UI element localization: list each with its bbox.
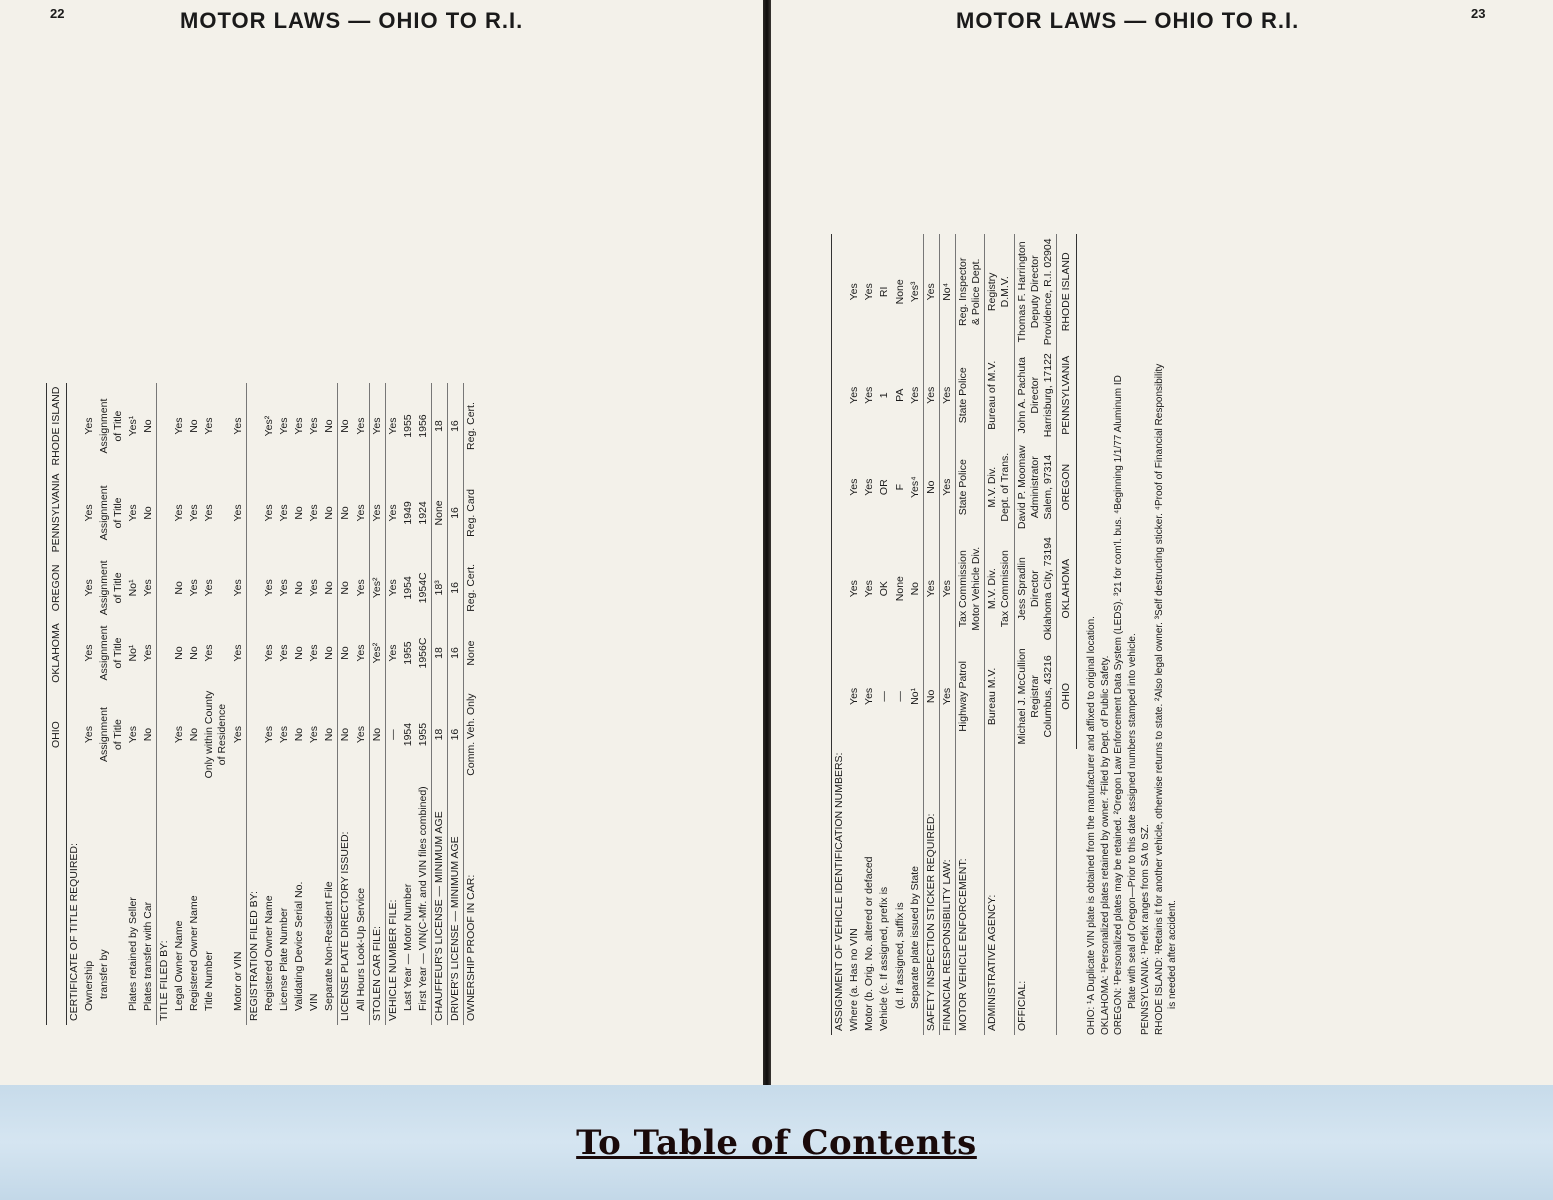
row-label: Title Number (203, 951, 216, 1011)
row-label: REGISTRATION FILED BY: (246, 782, 262, 1025)
footer-column-oregon: OREGON (1056, 441, 1076, 533)
table-row (1014, 234, 1056, 1035)
cell-rhode-island: 18 (432, 383, 448, 470)
row-label: License Plate Number (277, 907, 290, 1011)
cell-ohio: No¹ (908, 687, 921, 705)
table-row (448, 383, 464, 1025)
cell-oklahoma: Yes (354, 644, 367, 662)
cell-oklahoma: No¹ (126, 644, 139, 662)
row-label: Motor or VIN (231, 951, 244, 1011)
table-row (939, 234, 955, 1035)
footnote-line: OKLAHOMA: ¹Personalized plates retained by owner. ²Filed by Dept. of Public Safety. (1099, 655, 1111, 1035)
cell-pennsylvania: None (432, 469, 448, 556)
cell-pennsylvania: Yes (369, 469, 385, 556)
column-header-rhode-island: RHODE ISLAND (47, 383, 67, 470)
table-row (832, 234, 848, 1035)
cell-pennsylvania: Yes (863, 386, 876, 404)
cell-ohio: Highway Patrol (956, 644, 985, 748)
cell-oklahoma: No (908, 581, 921, 596)
cell-oregon: State Police (956, 441, 985, 533)
page-number: 22 (50, 6, 65, 21)
row-label: STOLEN CAR FILE: (369, 782, 385, 1025)
right-page (771, 0, 1553, 1085)
cell-oklahoma: 1956C (417, 637, 429, 669)
cell-rhode-island: RI (878, 286, 891, 298)
cell-oklahoma: Yes² (369, 619, 385, 687)
row-label: transfer by (98, 949, 111, 999)
cell-oklahoma: Yes (83, 644, 96, 662)
cell-pennsylvania: 1 (878, 392, 891, 399)
cell-pennsylvania: 1949 (401, 501, 414, 525)
cell-rhode-island: 1956 (417, 414, 429, 438)
page-title-right: MOTOR LAWS — OHIO TO R.I. (956, 8, 1300, 33)
row-label: Legal Owner Name (173, 920, 185, 1011)
cell-oregon: 1954 (401, 576, 414, 600)
cell-oregon: No (323, 581, 336, 595)
cell-oregon: Yes (203, 579, 216, 597)
table-row (385, 383, 401, 1025)
cell-oklahoma: M.V. Div. Tax Commission (985, 533, 1014, 644)
row-label: All Hours Look-Up Service (354, 887, 367, 1011)
cell-rhode-island: Yes² (262, 415, 275, 437)
cell-pennsylvania: Bureau of M.V. (985, 349, 1014, 441)
footer-column-oklahoma: OKLAHOMA (1056, 533, 1076, 644)
cell-oregon (246, 556, 262, 619)
cell-rhode-island: Yes (354, 417, 367, 435)
table-row (262, 383, 277, 1025)
cell-rhode-island: Yes (231, 417, 244, 435)
table-row (307, 383, 322, 1025)
cell-rhode-island: Yes (173, 417, 185, 435)
row-label: Registered Owner Name (188, 895, 201, 1011)
footer-column-ohio: OHIO (1056, 644, 1076, 748)
cell-oklahoma: Yes (923, 533, 939, 644)
cell-oregon: Yes (83, 579, 96, 597)
cell-pennsylvania: 1924 (417, 501, 429, 525)
table-row (847, 234, 862, 1035)
cell-ohio: Yes (126, 726, 139, 744)
cell-pennsylvania: No (323, 506, 336, 520)
cell-oregon: No (338, 556, 354, 619)
cell-pennsylvania: Yes (188, 504, 201, 522)
cell-rhode-island: Thomas F. Harrington Deputy Director Providence, R.I. 02904 (1014, 234, 1056, 349)
cell-oregon: Yes (141, 579, 154, 597)
cell-oklahoma (832, 533, 848, 644)
motor-laws-table-left (46, 383, 480, 1025)
table-row (141, 383, 157, 1025)
cell-rhode-island: Yes¹ (126, 415, 139, 437)
cell-oregon (67, 556, 83, 619)
cell-pennsylvania: Yes (848, 386, 861, 404)
cell-rhode-island: Yes (277, 417, 290, 435)
table-row (401, 383, 416, 1025)
cell-oregon: No (173, 581, 185, 595)
cell-oregon: Yes² (369, 556, 385, 619)
cell-ohio: — (878, 691, 891, 702)
cell-oklahoma: Yes (277, 644, 290, 662)
table-row (877, 234, 892, 1035)
cell-oklahoma: No (188, 646, 201, 660)
cell-oregon: OR (878, 479, 891, 496)
table-row (432, 383, 448, 1025)
left-page (0, 0, 763, 1085)
cell-pennsylvania: Yes (262, 504, 275, 522)
cell-ohio: Yes (231, 726, 244, 744)
cell-oregon: F (893, 484, 906, 491)
column-header-oklahoma: OKLAHOMA (47, 619, 67, 687)
cell-oregon: M.V. Div. Dept. of Trans. (985, 441, 1014, 533)
cell-oklahoma: No (293, 646, 305, 660)
motor-laws-table-right (831, 234, 1077, 1035)
cell-ohio: Only within County of Residence (203, 690, 229, 779)
cell-pennsylvania: Yes (231, 504, 244, 522)
cell-ohio: No (141, 727, 154, 742)
row-label: Validating Device Serial No. (293, 881, 305, 1011)
row-label: Vehicle (c. If assigned, prefix is (878, 886, 891, 1031)
row-label: Motor (b. Orig. No. altered or defaced (863, 856, 876, 1031)
cell-pennsylvania (156, 469, 172, 556)
cell-oregon (156, 556, 172, 619)
table-row (862, 234, 877, 1035)
table-row (231, 383, 247, 1025)
cell-oregon: Yes (863, 478, 876, 496)
cell-ohio: No (293, 727, 305, 742)
cell-oklahoma: Yes (939, 533, 955, 644)
cell-pennsylvania: Reg. Card (464, 469, 480, 556)
cell-ohio: — (893, 691, 906, 702)
cell-rhode-island: No (141, 419, 154, 433)
cell-ohio: No (923, 644, 939, 748)
cell-ohio: Bureau M.V. (985, 644, 1014, 748)
cell-rhode-island: No (188, 419, 201, 433)
page-number-right: 23 (1471, 6, 1486, 21)
cell-rhode-island: No⁴ (939, 234, 955, 349)
row-label: First Year — VIN(C-Mfr. and VIN files combined) (417, 786, 429, 1011)
cell-ohio: Michael J. McCullion Registrar Columbus, 43216 (1014, 644, 1056, 748)
table-row (338, 383, 354, 1025)
cell-oregon: 1954C (417, 572, 429, 604)
row-label: MOTOR VEHICLE ENFORCEMENT: (956, 749, 985, 1035)
cell-oklahoma (156, 619, 172, 687)
cell-ohio (67, 687, 83, 783)
row-label: ADMINISTRATIVE AGENCY: (985, 749, 1014, 1035)
cell-rhode-island: Registry D.M.V. (985, 234, 1014, 349)
cell-pennsylvania: No (338, 469, 354, 556)
cell-oklahoma: Yes (863, 580, 876, 598)
row-label: VIN (308, 993, 321, 1011)
cell-pennsylvania: John A. Pachuta Director Harrisburg, 17122 (1014, 349, 1056, 441)
row-label: DRIVER'S LICENSE — MINIMUM AGE (448, 782, 464, 1025)
cell-oklahoma: Yes (203, 644, 216, 662)
cell-oregon: Yes (848, 478, 861, 496)
cell-ohio: 1954 (401, 722, 414, 747)
cell-ohio: No (188, 727, 201, 742)
cell-oregon: No (923, 441, 939, 533)
cell-rhode-island: Yes (923, 234, 939, 349)
table-row (464, 383, 480, 1025)
row-label: SAFETY INSPECTION STICKER REQUIRED: (923, 749, 939, 1035)
row-label: Separate plate issued by State (908, 865, 921, 1009)
cell-oklahoma: None (464, 619, 480, 687)
cell-oklahoma: None (893, 576, 906, 602)
footnote-line: RHODE ISLAND: ¹Retains it for another vehicle, otherwise returns to state. ²Also legal owner. ³Self destructing sticker. ⁴Proof of Financial Responsibility (1153, 363, 1165, 1035)
cell-oregon: Yes (262, 579, 275, 597)
cell-oklahoma (246, 619, 262, 687)
cell-rhode-island: Assignment of Title (98, 398, 124, 454)
footnote-line: OHIO: ¹A Duplicate VIN plate is obtained from the manufacturer and affixed to original location. (1086, 616, 1097, 1035)
cell-rhode-island: None (893, 279, 906, 305)
cell-ohio: 1955 (417, 722, 429, 747)
row-label: Plates retained by Seller (126, 897, 139, 1011)
table-row (187, 383, 202, 1025)
cell-pennsylvania: Yes (939, 349, 955, 441)
cell-oklahoma: Yes (231, 644, 244, 662)
cell-oklahoma: No (173, 646, 185, 660)
cell-ohio (246, 687, 262, 783)
cell-ohio: Yes (863, 687, 876, 705)
cell-oklahoma: Yes (308, 644, 321, 662)
cell-ohio: Yes (354, 726, 367, 744)
cell-pennsylvania: PA (893, 388, 906, 402)
cell-rhode-island (156, 383, 172, 470)
cell-oklahoma: No (323, 646, 336, 660)
cell-ohio: Yes (848, 687, 861, 705)
cell-rhode-island: Yes (83, 417, 96, 435)
cell-oklahoma: 16 (448, 619, 464, 687)
cell-oklahoma: 1955 (401, 641, 414, 665)
cell-pennsylvania: Yes (173, 504, 185, 522)
cell-oklahoma: No (338, 619, 354, 687)
table-row (292, 383, 307, 1025)
cell-ohio (832, 644, 848, 748)
cell-oregon: 18³ (432, 556, 448, 619)
cell-pennsylvania: Yes (923, 349, 939, 441)
cell-rhode-island: Yes (863, 283, 876, 301)
cell-pennsylvania (246, 469, 262, 556)
row-label: ASSIGNMENT OF VEHICLE IDENTIFICATION NUMBERS: (832, 749, 848, 1035)
row-label: LICENSE PLATE DIRECTORY ISSUED: (338, 782, 354, 1025)
cell-rhode-island: Reg. Inspector & Police Dept. (956, 234, 985, 349)
row-label: VEHICLE NUMBER FILE: (385, 782, 401, 1025)
cell-rhode-island: Yes (203, 417, 216, 435)
cell-pennsylvania: Yes (83, 504, 96, 522)
footnotes (1085, 55, 1180, 1035)
cell-oregon: Yes (231, 579, 244, 597)
cell-ohio: Yes (262, 726, 275, 744)
cell-ohio: Comm. Veh. Only (464, 687, 480, 783)
column-header-pennsylvania: PENNSYLVANIA (47, 469, 67, 556)
cell-oregon: No¹ (126, 579, 139, 597)
table-row (369, 383, 385, 1025)
cell-oregon: Yes (354, 579, 367, 597)
cell-rhode-island: Yes (385, 383, 401, 470)
table-row (82, 383, 97, 1025)
cell-ohio: Yes (277, 726, 290, 744)
cell-pennsylvania: State Police (956, 349, 985, 441)
cell-oklahoma: Yes (385, 619, 401, 687)
cell-rhode-island: Yes (369, 383, 385, 470)
table-row (156, 383, 172, 1025)
cell-ohio: Yes (83, 726, 96, 744)
cell-oregon: No (293, 581, 305, 595)
table-row (322, 383, 338, 1025)
table-row (416, 383, 432, 1025)
right-table-container (831, 45, 1531, 1035)
cell-oklahoma: Yes (262, 644, 275, 662)
cell-oregon: Yes (188, 579, 201, 597)
cell-ohio: Assignment of Title (98, 707, 124, 762)
book-gutter (763, 0, 771, 1085)
row-label: OWNERSHIP PROOF IN CAR: (464, 782, 480, 1025)
cell-rhode-island (246, 383, 262, 470)
cell-oregon: Yes (277, 579, 290, 597)
cell-oregon: Yes (308, 579, 321, 597)
row-label: Registered Owner Name (262, 895, 275, 1011)
cell-rhode-island: Reg. Cert. (464, 383, 480, 470)
footnote-line: OREGON: ¹Personalized plates may be retained. ²Oregon Law Enforcement Data System (LEDS). ³21 for com'l. bus. ⁴Beginning 1/1/77 Aluminum ID (1113, 375, 1124, 1035)
cell-pennsylvania (67, 469, 83, 556)
cell-oklahoma: Assignment of Title (98, 625, 124, 681)
cell-oregon: David P. Moomaw Administrator Salem, 97314 (1014, 441, 1056, 533)
row-label: FINANCIAL RESPONSIBILITY LAW: (939, 749, 955, 1035)
row-label: Where (a. Has no VIN (848, 928, 861, 1031)
cell-rhode-island: Yes (308, 417, 321, 435)
row-label: Last Year — Motor Number (401, 883, 414, 1011)
cell-ohio: No (323, 727, 336, 742)
cell-ohio (156, 687, 172, 783)
table-row (172, 383, 187, 1025)
cell-oklahoma: Jess Spradlin Director Oklahoma City, 73194 (1014, 533, 1056, 644)
row-label: TITLE FILED BY: (156, 782, 172, 1025)
cell-pennsylvania: 16 (448, 469, 464, 556)
table-row (67, 383, 83, 1025)
table-row (908, 234, 924, 1035)
cell-rhode-island (832, 234, 848, 349)
table-row (893, 234, 908, 1035)
cell-rhode-island: Yes³ (908, 281, 921, 303)
cell-pennsylvania: Yes (385, 469, 401, 556)
cell-oregon (832, 441, 848, 533)
footer-column-pennsylvania: PENNSYLVANIA (1056, 349, 1076, 441)
cell-oklahoma: Tax Commission Motor Vehicle Div. (956, 533, 985, 644)
cell-rhode-island: 1955 (401, 414, 414, 438)
row-label: CERTIFICATE OF TITLE REQUIRED: (68, 843, 81, 1021)
left-table-container (46, 45, 746, 1025)
table-row (923, 234, 939, 1035)
row-label: Ownership (83, 960, 96, 1011)
cell-pennsylvania: Assignment of Title (98, 485, 124, 541)
cell-oklahoma: 18 (432, 619, 448, 687)
cell-rhode-island: Yes (293, 417, 305, 435)
cell-ohio: Yes (939, 644, 955, 748)
cell-pennsylvania: No (293, 506, 305, 520)
cell-ohio: No (338, 687, 354, 783)
cell-pennsylvania: Yes (354, 504, 367, 522)
table-row (354, 383, 370, 1025)
cell-ohio: Yes (173, 726, 185, 744)
column-header-ohio: OHIO (47, 687, 67, 783)
row-label: Separate Non-Resident File (323, 881, 336, 1011)
cell-oklahoma (67, 619, 83, 687)
page-title: MOTOR LAWS — OHIO TO R.I. (180, 8, 524, 33)
row-label: CHAUFFEUR'S LICENSE — MINIMUM AGE (432, 782, 448, 1025)
footnote-line: Plate with seal of Oregon—Prior to this date assigned numbers stamped into vehicle. (1126, 633, 1138, 1009)
cell-pennsylvania: Yes (203, 504, 216, 522)
blank-cell (1056, 749, 1076, 1035)
cell-oregon: Reg. Cert. (464, 556, 480, 619)
column-header-oregon: OREGON (47, 556, 67, 619)
table-row (956, 234, 985, 1035)
row-label: Plates transfer with Car (141, 901, 154, 1011)
cell-pennsylvania: Yes (308, 504, 321, 522)
cell-oregon: 16 (448, 556, 464, 619)
cell-oklahoma: Yes (848, 580, 861, 598)
row-label: OFFICIAL: (1014, 749, 1056, 1035)
cell-pennsylvania (832, 349, 848, 441)
cell-rhode-island: No (323, 419, 336, 433)
cell-oregon: Assignment of Title (98, 560, 124, 616)
cell-ohio: — (385, 687, 401, 783)
cell-oregon: Yes (385, 556, 401, 619)
row-label: (d. If assigned, suffix is (893, 902, 906, 1009)
footnote-line: is needed after accident. (1167, 900, 1178, 1009)
table-row (202, 383, 230, 1025)
cell-pennsylvania: Yes (126, 504, 139, 522)
cell-rhode-island (67, 383, 83, 470)
cell-rhode-island: No (338, 383, 354, 470)
cell-oklahoma: Yes (141, 644, 154, 662)
cell-ohio: 18 (432, 687, 448, 783)
footer-header-row (1056, 234, 1076, 1035)
table-row (277, 383, 292, 1025)
cell-ohio: No (369, 687, 385, 783)
cell-oregon: Yes⁴ (908, 476, 921, 499)
cell-ohio: Yes (308, 726, 321, 744)
cell-oklahoma: OK (878, 581, 891, 597)
cell-pennsylvania: Yes (277, 504, 290, 522)
table-row (126, 383, 141, 1025)
table-row (985, 234, 1014, 1035)
table-row (97, 383, 125, 1025)
cell-pennsylvania: Yes (908, 386, 921, 404)
footer-column-rhode-island: RHODE ISLAND (1056, 234, 1076, 349)
cell-oregon: Yes (939, 441, 955, 533)
table-row (246, 383, 262, 1025)
table-of-contents-link[interactable]: To Table of Contents (576, 1123, 977, 1163)
cell-pennsylvania: No (141, 506, 154, 520)
footnote-line: PENNSYLVANIA: ¹Prefix ranges from SA to SZ. (1140, 824, 1151, 1035)
cell-ohio: 16 (448, 687, 464, 783)
cell-rhode-island: 16 (448, 383, 464, 470)
cell-rhode-island: Yes (848, 283, 861, 301)
